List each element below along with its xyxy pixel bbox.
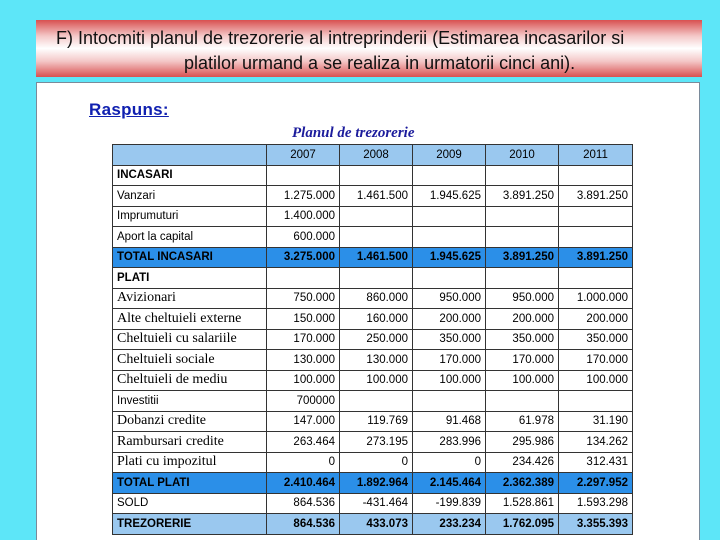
value-cell: 1.275.000	[267, 186, 340, 207]
row-label: Investitii	[113, 391, 267, 412]
incasari-row	[113, 206, 633, 227]
section-plati	[113, 268, 633, 289]
value-cell: 950.000	[413, 288, 486, 309]
row-label: Cheltuieli sociale	[113, 350, 267, 371]
value-cell: 3.891.250	[486, 247, 559, 268]
value-cell: 170.000	[559, 350, 633, 371]
plati-row	[113, 411, 633, 432]
value-cell: 170.000	[413, 350, 486, 371]
value-cell	[559, 206, 633, 227]
value-cell: 200.000	[486, 309, 559, 330]
value-cell: -199.839	[413, 493, 486, 514]
value-cell: 91.468	[413, 411, 486, 432]
empty-cell	[413, 165, 486, 186]
value-cell: 2.410.464	[267, 473, 340, 494]
value-cell	[413, 227, 486, 248]
value-cell: 1.762.095	[486, 514, 559, 535]
value-cell: 283.996	[413, 432, 486, 453]
plati-row	[113, 329, 633, 350]
incasari-row	[113, 227, 633, 248]
value-cell: 1.593.298	[559, 493, 633, 514]
value-cell	[486, 227, 559, 248]
value-cell: 750.000	[267, 288, 340, 309]
value-cell	[340, 227, 413, 248]
row-label: TOTAL INCASARI	[113, 247, 267, 268]
plati-row	[113, 452, 633, 473]
answer-label: Raspuns:	[89, 100, 169, 119]
value-cell: 200.000	[413, 309, 486, 330]
value-cell: 130.000	[267, 350, 340, 371]
value-cell	[486, 206, 559, 227]
value-cell: 1.461.500	[340, 186, 413, 207]
value-cell	[413, 391, 486, 412]
row-label: Aport la capital	[113, 227, 267, 248]
value-cell: 312.431	[559, 452, 633, 473]
value-cell	[486, 391, 559, 412]
empty-cell	[559, 268, 633, 289]
value-cell: 170.000	[486, 350, 559, 371]
title-line-1: F) Intocmiti planul de trezorerie al intreprinderii (Estimarea incasarilor si	[56, 28, 625, 48]
incasari-row	[113, 186, 633, 207]
value-cell: 1.000.000	[559, 288, 633, 309]
value-cell: 200.000	[559, 309, 633, 330]
value-cell: 233.234	[413, 514, 486, 535]
row-label: Dobanzi credite	[113, 411, 267, 432]
empty-cell	[486, 165, 559, 186]
row-label: Alte cheltuieli externe	[113, 309, 267, 330]
value-cell: 100.000	[340, 370, 413, 391]
value-cell: 860.000	[340, 288, 413, 309]
value-cell: 350.000	[413, 329, 486, 350]
plati-row	[113, 370, 633, 391]
value-cell: 1.528.861	[486, 493, 559, 514]
row-label: Plati cu impozitul	[113, 452, 267, 473]
value-cell: 150.000	[267, 309, 340, 330]
value-cell: 295.986	[486, 432, 559, 453]
plan-title: Planul de trezorerie	[292, 125, 415, 141]
value-cell	[340, 206, 413, 227]
year-header: 2011	[559, 145, 633, 166]
sold-row	[113, 493, 633, 514]
value-cell: 3.891.250	[559, 247, 633, 268]
content-panel	[36, 82, 700, 540]
plati-row	[113, 391, 633, 412]
year-header: 2010	[486, 145, 559, 166]
value-cell: 864.536	[267, 493, 340, 514]
row-label: Imprumuturi	[113, 206, 267, 227]
plati-row	[113, 432, 633, 453]
value-cell: 350.000	[559, 329, 633, 350]
value-cell: 950.000	[486, 288, 559, 309]
value-cell	[559, 227, 633, 248]
year-header-row	[113, 145, 633, 166]
row-label: TREZORERIE	[113, 514, 267, 535]
value-cell: 263.464	[267, 432, 340, 453]
value-cell	[559, 391, 633, 412]
empty-cell	[486, 268, 559, 289]
value-cell: 100.000	[413, 370, 486, 391]
row-label: TOTAL PLATI	[113, 473, 267, 494]
value-cell: 273.195	[340, 432, 413, 453]
value-cell: 1.400.000	[267, 206, 340, 227]
value-cell: 3.891.250	[559, 186, 633, 207]
empty-cell	[559, 165, 633, 186]
value-cell: 700000	[267, 391, 340, 412]
value-cell: -431.464	[340, 493, 413, 514]
plati-row	[113, 309, 633, 330]
row-label: SOLD	[113, 493, 267, 514]
value-cell: 2.362.389	[486, 473, 559, 494]
total-incasari-row	[113, 247, 633, 268]
row-label: Cheltuieli cu salariile	[113, 329, 267, 350]
empty-cell	[267, 165, 340, 186]
value-cell: 130.000	[340, 350, 413, 371]
value-cell: 3.275.000	[267, 247, 340, 268]
value-cell: 3.355.393	[559, 514, 633, 535]
value-cell: 100.000	[559, 370, 633, 391]
value-cell: 0	[267, 452, 340, 473]
empty-cell	[340, 165, 413, 186]
value-cell: 0	[340, 452, 413, 473]
section-incasari	[113, 165, 633, 186]
value-cell: 250.000	[340, 329, 413, 350]
row-label: Cheltuieli de mediu	[113, 370, 267, 391]
section-label: INCASARI	[113, 165, 267, 186]
value-cell: 170.000	[267, 329, 340, 350]
value-cell: 2.297.952	[559, 473, 633, 494]
trezorerie-row	[113, 514, 633, 535]
value-cell	[413, 206, 486, 227]
header-corner	[113, 145, 267, 166]
value-cell: 600.000	[267, 227, 340, 248]
value-cell: 1.461.500	[340, 247, 413, 268]
value-cell: 1.892.964	[340, 473, 413, 494]
year-header: 2008	[340, 145, 413, 166]
value-cell: 864.536	[267, 514, 340, 535]
value-cell: 350.000	[486, 329, 559, 350]
year-header: 2009	[413, 145, 486, 166]
value-cell: 100.000	[486, 370, 559, 391]
value-cell: 147.000	[267, 411, 340, 432]
year-header: 2007	[267, 145, 340, 166]
section-label: PLATI	[113, 268, 267, 289]
title-line-2: platilor urmand a se realiza in urmatorii cinci ani).	[184, 53, 576, 73]
value-cell: 31.190	[559, 411, 633, 432]
value-cell: 134.262	[559, 432, 633, 453]
plati-row	[113, 288, 633, 309]
plati-row	[113, 350, 633, 371]
value-cell	[340, 391, 413, 412]
value-cell: 61.978	[486, 411, 559, 432]
value-cell: 160.000	[340, 309, 413, 330]
value-cell: 3.891.250	[486, 186, 559, 207]
empty-cell	[340, 268, 413, 289]
value-cell: 100.000	[267, 370, 340, 391]
row-label: Avizionari	[113, 288, 267, 309]
empty-cell	[267, 268, 340, 289]
value-cell: 1.945.625	[413, 186, 486, 207]
title-banner	[36, 20, 702, 77]
empty-cell	[413, 268, 486, 289]
value-cell: 433.073	[340, 514, 413, 535]
treasury-plan-table	[112, 144, 633, 535]
value-cell: 234.426	[486, 452, 559, 473]
total-plati-row	[113, 473, 633, 494]
row-label: Rambursari credite	[113, 432, 267, 453]
value-cell: 119.769	[340, 411, 413, 432]
row-label: Vanzari	[113, 186, 267, 207]
value-cell: 1.945.625	[413, 247, 486, 268]
value-cell: 0	[413, 452, 486, 473]
value-cell: 2.145.464	[413, 473, 486, 494]
